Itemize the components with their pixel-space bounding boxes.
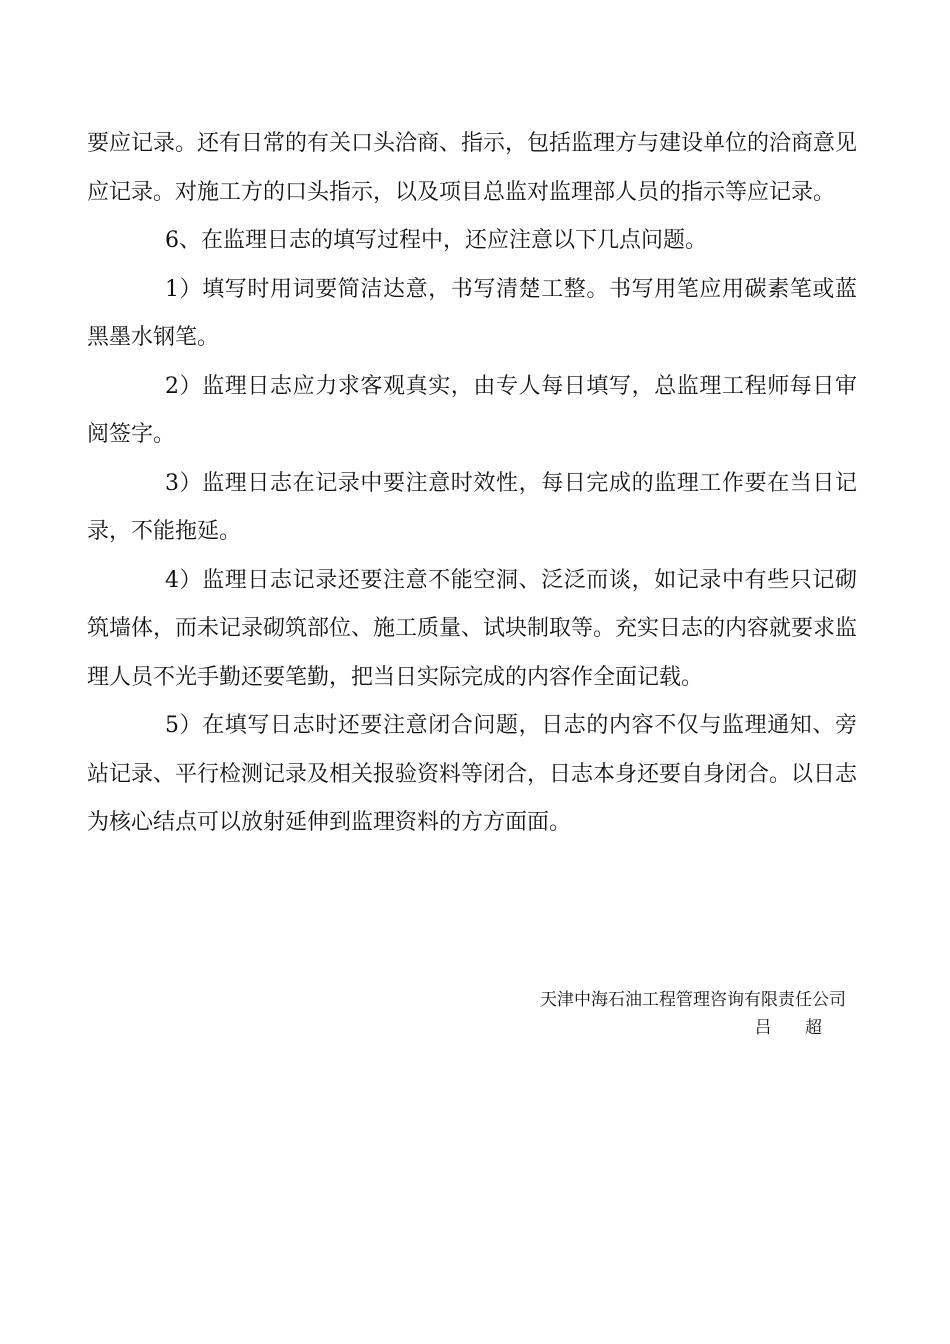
paragraph-point-5: 5）在填写日志时还要注意闭合问题，日志的内容不仅与监理通知、旁站记录、平行检测记录及相关报验资料等闭合，日志本身还要自身闭合。以日志为核心结点可以放射延伸到监理资料的方方面面。 (87, 713, 858, 835)
document-body (87, 120, 857, 848)
signature-company: 天津中海石油工程管理咨询有限责任公司 (540, 990, 846, 1010)
paragraph-point-2: 2）监理日志应力求客观真实，由专人每日填写，总监理工程师每日审阅签字。 (87, 373, 857, 447)
signature-author: 吕 超 (754, 1018, 836, 1038)
signature-block (440, 986, 846, 1042)
paragraph-continued: 要应记录。还有日常的有关口头洽商、指示，包括监理方与建设单位的洽商意见应记录。对施工方的口头指示，以及项目总监对监理部人员的指示等应记录。 (87, 131, 858, 205)
paragraph-point-3: 3）监理日志在记录中要注意时效性，每日完成的监理工作要在当日记录，不能拖延。 (87, 470, 857, 544)
paragraph-point-4: 4）监理日志记录还要注意不能空洞、泛泛而谈，如记录中有些只记砌筑墙体，而未记录砌筑部位、施工质量、试块制取等。充实日志的内容就要求监理人员不光手勤还要笔勤，把当日实际完成的内容作全面记载。 (87, 567, 858, 690)
paragraph-item-6: 6、在监理日志的填写过程中，还应注意以下几点问题。 (165, 228, 707, 253)
paragraph-point-1: 1）填写时用词要简洁达意，书写清楚工整。书写用笔应用碳素笔或蓝黑墨水钢笔。 (87, 276, 857, 350)
